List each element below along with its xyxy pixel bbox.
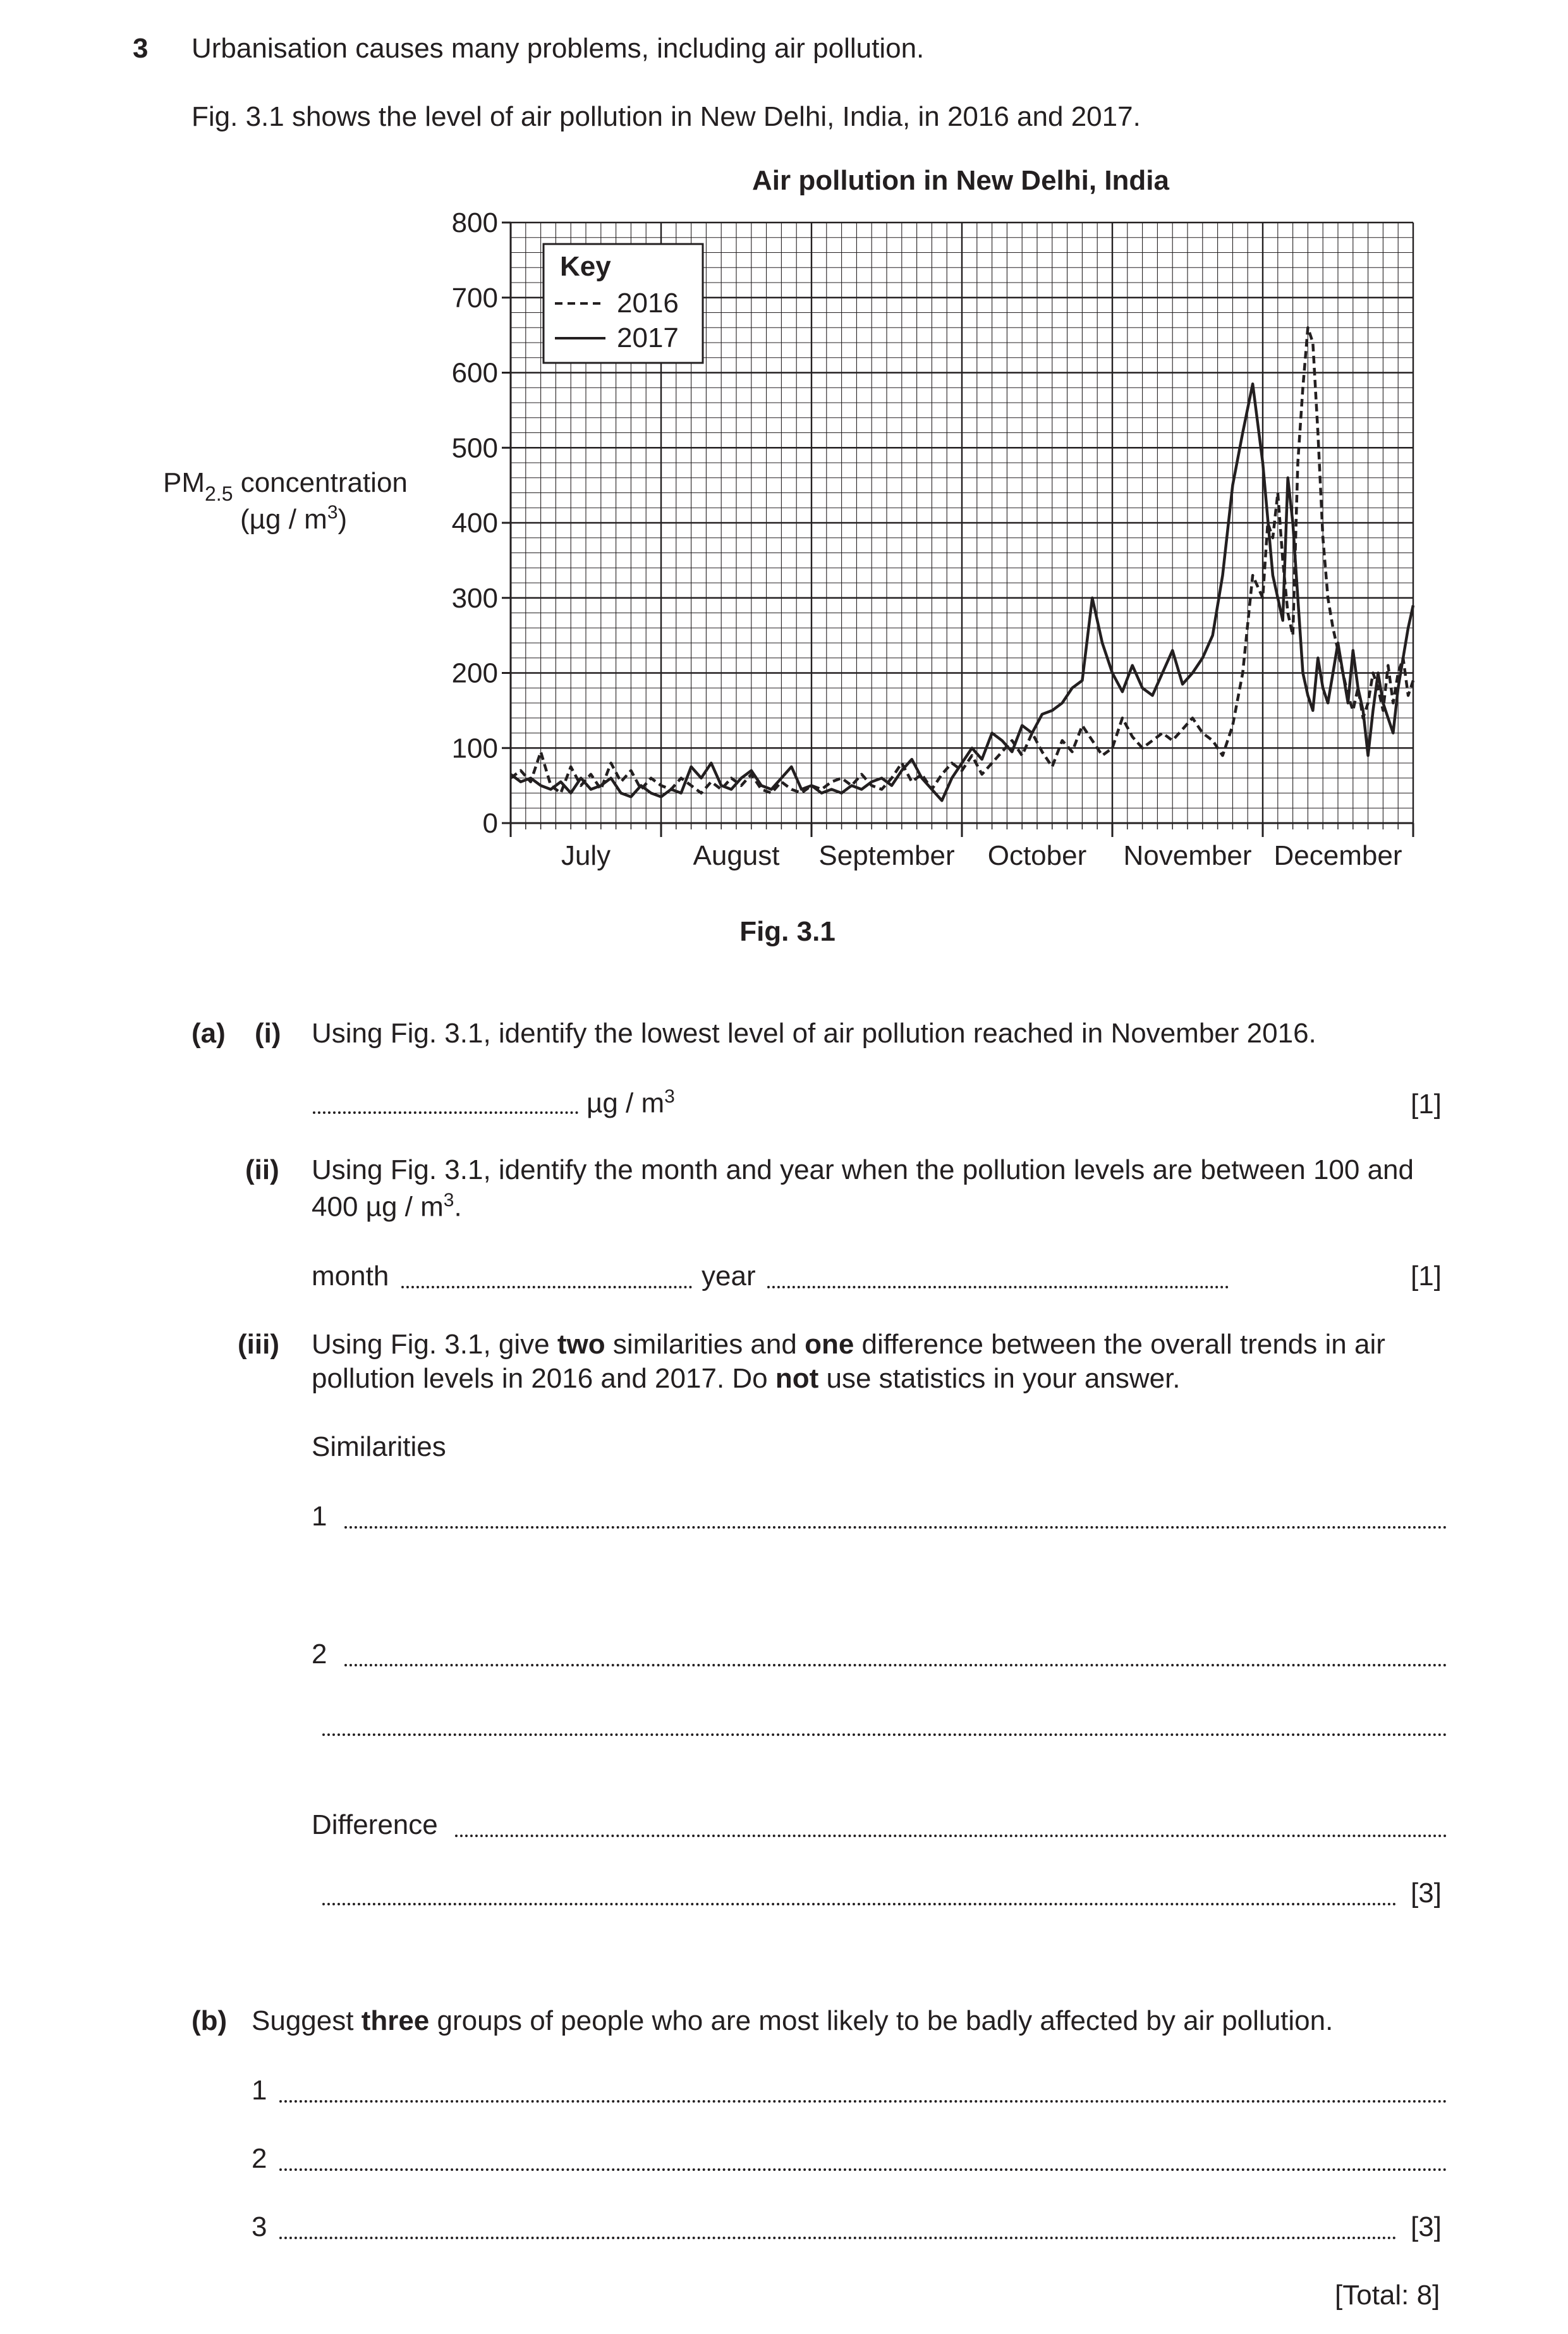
x-tick-label: September [818, 840, 955, 871]
part-a-ii-line2-post: . [454, 1191, 462, 1223]
legend-label-2016: 2016 [617, 288, 679, 319]
iii-line1-a: Using Fig. 3.1, give [312, 1329, 557, 1360]
iii-line1-b: two [557, 1329, 605, 1360]
answer-line-similarity-2b[interactable] [322, 1733, 1447, 1736]
iii-line2-a: pollution levels in 2016 and 2017. Do [312, 1363, 775, 1394]
y-tick-label: 200 [451, 657, 498, 689]
x-tick-label: December [1273, 840, 1402, 871]
unit-a-i-pre: µg / m [586, 1087, 665, 1119]
marks-b: [3] [1411, 2211, 1442, 2242]
total-marks: [Total: 8] [1335, 2280, 1440, 2311]
legend-label-2017: 2017 [617, 322, 679, 353]
figure-reference: Fig. 3.1 shows the level of air pollution in New Delhi, India, in 2016 and 2017. [191, 101, 1141, 132]
part-a-iii-line2 [312, 1363, 1181, 1395]
part-b-label: (b) [191, 2005, 228, 2036]
chart-legend [544, 244, 703, 363]
y-tick-label: 800 [451, 207, 498, 238]
question-intro: Urbanisation causes many problems, including air pollution. [191, 33, 925, 64]
answer-line-a-i[interactable] [313, 1111, 578, 1114]
y-tick-label: 100 [451, 733, 498, 764]
answer-line-year[interactable] [767, 1286, 1229, 1288]
y-tick-label: 0 [482, 808, 498, 839]
similarities-label: Similarities [312, 1431, 446, 1462]
x-tick-label: October [987, 840, 1087, 871]
y-tick-label: 500 [451, 432, 498, 464]
x-tick-label: August [693, 840, 780, 871]
answer-line-month[interactable] [401, 1286, 692, 1288]
part-b-number-3: 3 [252, 2211, 267, 2242]
iii-line1-d: one [805, 1329, 854, 1360]
iii-line1-e: difference between the overall trends in air [854, 1329, 1385, 1360]
part-a-ii-line2-pre: 400 µg / m [312, 1191, 444, 1223]
svg-text:(µg / m3) [240, 502, 347, 535]
part-a-ii-line1: Using Fig. 3.1, identify the month and year when the pollution levels are between 100 and [312, 1154, 1414, 1185]
legend-title: Key [560, 251, 611, 282]
month-label: month [312, 1261, 389, 1292]
part-a-iii-label: (iii) [238, 1329, 279, 1360]
ylabel-main: PM [163, 467, 205, 498]
part-b-text [252, 2005, 1333, 2038]
answer-line-similarity-1[interactable] [344, 1526, 1447, 1529]
unit-a-i [586, 1086, 675, 1120]
part-a-label: (a) [191, 1018, 226, 1049]
y-tick-label: 700 [451, 282, 498, 314]
part-a-iii-line1 [312, 1329, 1385, 1361]
part-a-ii-line2 [312, 1190, 462, 1223]
ylabel-unit-post: ) [337, 504, 348, 535]
question-number: 3 [133, 33, 149, 64]
x-axis [511, 823, 1413, 871]
marks-a-i: [1] [1411, 1089, 1442, 1120]
part-a-ii-label: (ii) [245, 1154, 279, 1185]
svg-text:PM2.5 concentration [163, 467, 408, 505]
ylabel-tail: concentration [233, 467, 408, 498]
part-b-text-c: groups of people who are most likely to be badly affected by air pollution. [429, 2005, 1334, 2036]
y-axis-label [163, 467, 408, 535]
chart-title: Air pollution in New Delhi, India [752, 165, 1169, 196]
answer-line-difference-a[interactable] [455, 1835, 1447, 1837]
difference-label: Difference [312, 1809, 438, 1840]
part-b-text-a: Suggest [252, 2005, 362, 2036]
iii-line2-c: use statistics in your answer. [818, 1363, 1181, 1394]
ylabel-unit-sup: 3 [327, 502, 338, 523]
ylabel-sub: 2.5 [205, 482, 233, 505]
marks-a-ii: [1] [1411, 1261, 1442, 1292]
year-label: year [702, 1261, 756, 1292]
answer-line-b-3[interactable] [279, 2237, 1397, 2239]
part-a-i-label: (i) [255, 1018, 281, 1049]
iii-line1-c: similarities and [605, 1329, 805, 1360]
y-tick-label: 300 [451, 582, 498, 614]
part-b-text-b: three [361, 2005, 430, 2036]
unit-a-i-sup: 3 [664, 1086, 675, 1107]
similarity-number-1: 1 [312, 1501, 327, 1532]
part-b-number-1: 1 [252, 2075, 267, 2106]
part-a-i-text: Using Fig. 3.1, identify the lowest level of air pollution reached in November 2016. [312, 1018, 1316, 1049]
y-tick-label: 600 [451, 357, 498, 389]
answer-line-b-2[interactable] [279, 2168, 1447, 2171]
part-a-ii-line2-sup: 3 [443, 1190, 454, 1211]
marks-a-iii: [3] [1411, 1878, 1442, 1909]
y-tick-label: 400 [451, 508, 498, 539]
x-tick-label: November [1123, 840, 1252, 871]
figure-caption: Fig. 3.1 [739, 916, 836, 947]
part-b-number-2: 2 [252, 2143, 267, 2174]
answer-line-similarity-2a[interactable] [344, 1664, 1447, 1666]
answer-line-difference-b[interactable] [322, 1903, 1397, 1905]
ylabel-unit-pre: (µg / m [240, 504, 327, 535]
similarity-number-2: 2 [312, 1639, 327, 1670]
answer-line-b-1[interactable] [279, 2100, 1447, 2103]
air-pollution-chart [0, 0, 1568, 986]
iii-line2-b: not [775, 1363, 819, 1394]
x-tick-label: July [561, 840, 611, 871]
y-axis [452, 207, 511, 839]
